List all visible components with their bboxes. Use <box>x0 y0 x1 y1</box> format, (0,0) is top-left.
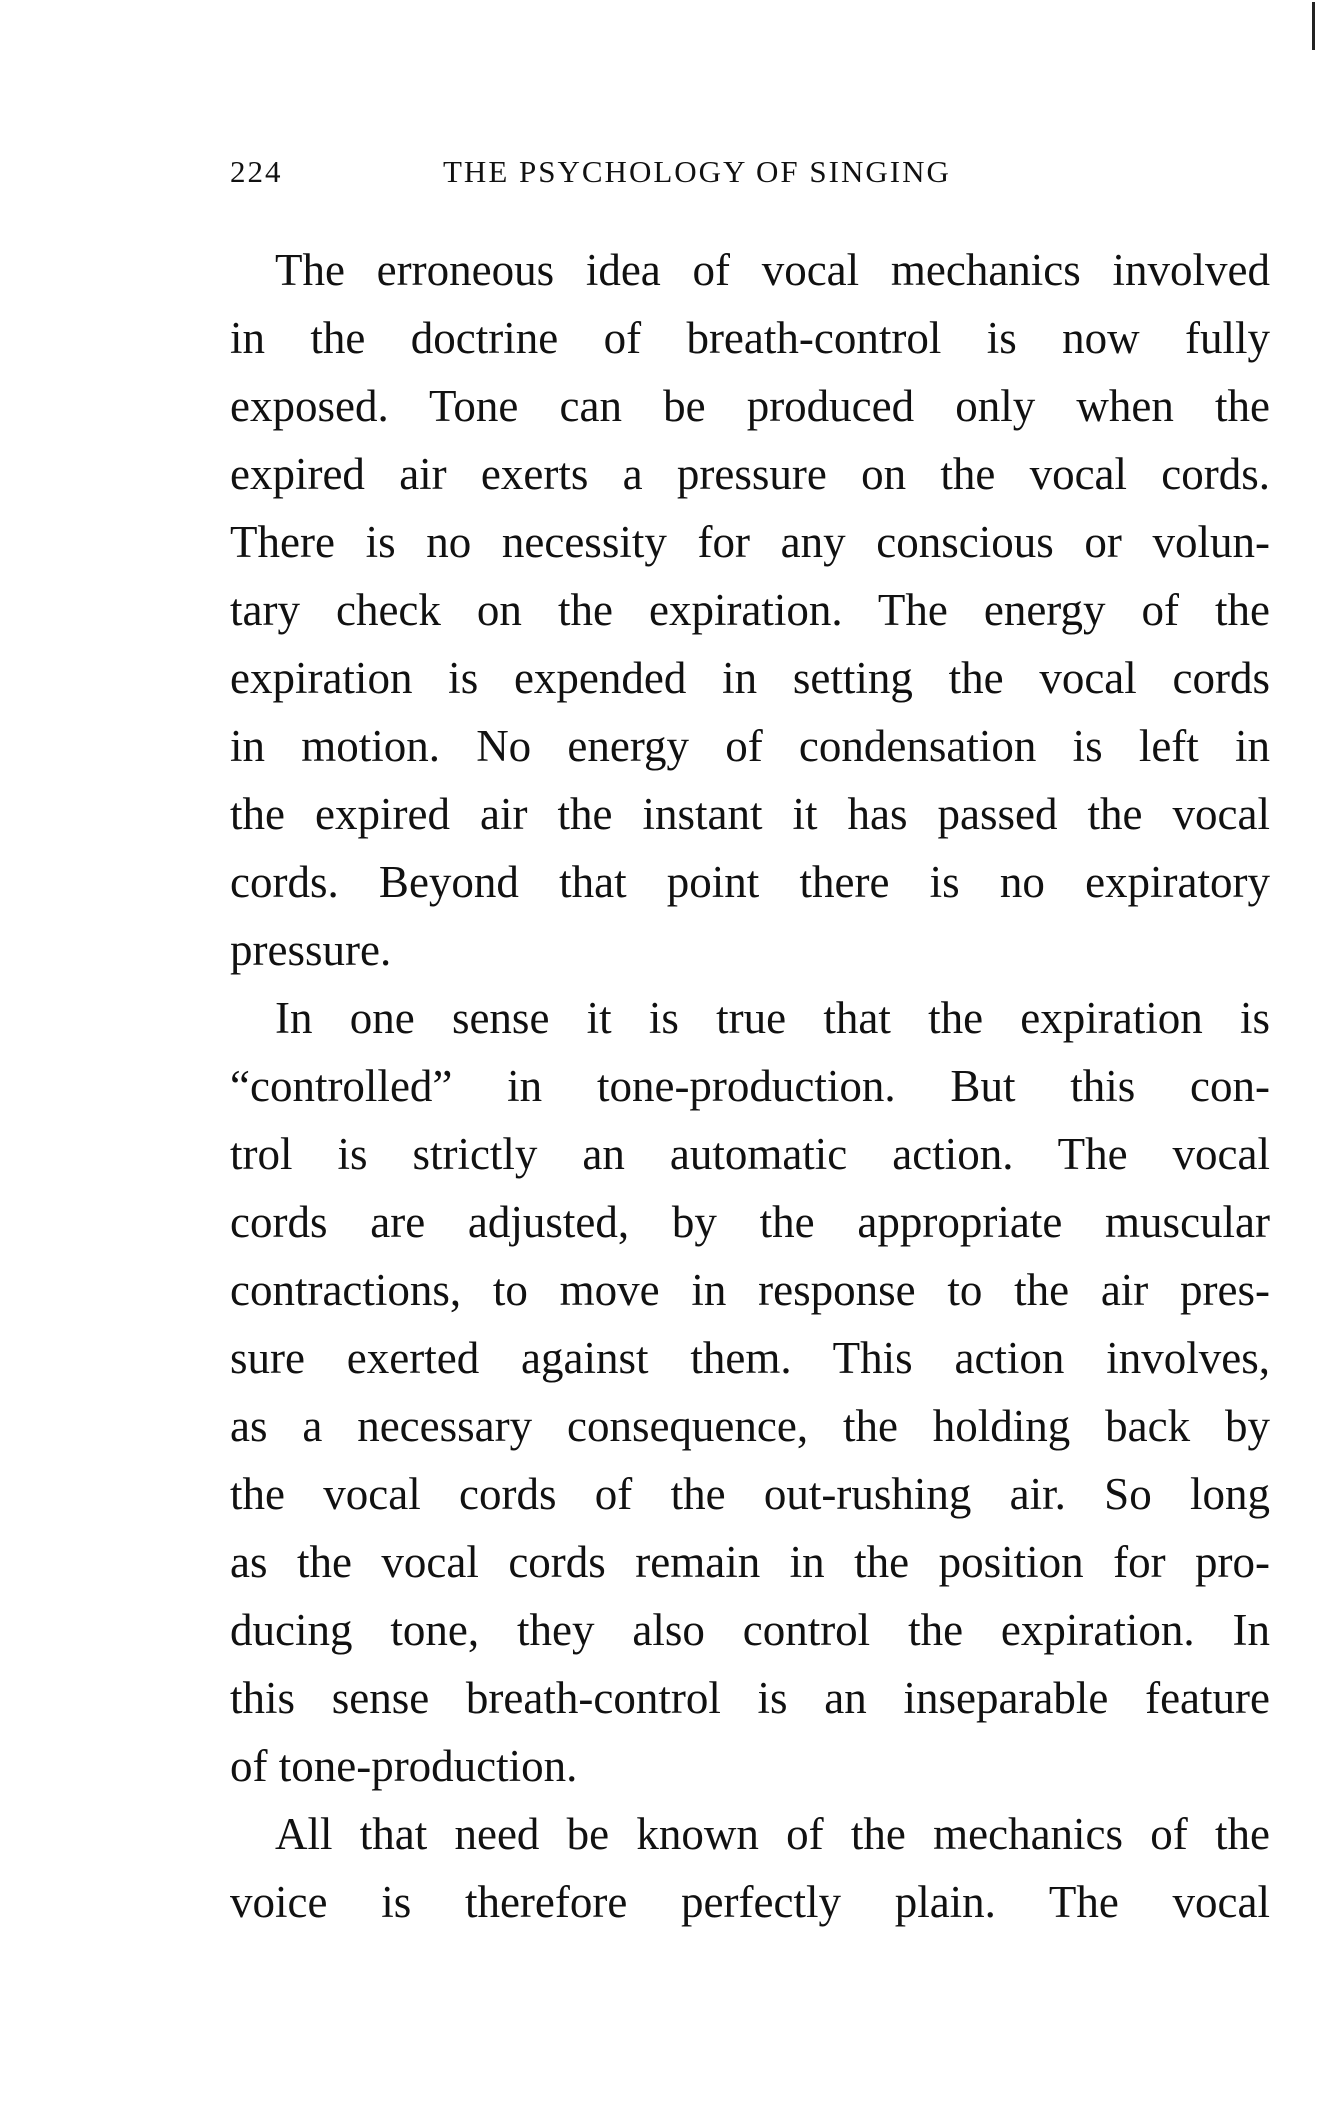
text-line: in the doctrine of breath-control is now fully <box>230 313 1270 363</box>
text-line: exposed. Tone can be produced only when the <box>230 381 1270 431</box>
text-line: “controlled” in tone-production. But this con- <box>230 1061 1270 1111</box>
paragraph <box>230 984 1270 1800</box>
body-text <box>230 236 1270 1936</box>
text-line: as the vocal cords remain in the position for pro- <box>230 1537 1270 1587</box>
paragraph <box>230 236 1270 984</box>
text-line: as a necessary consequence, the holding back by <box>230 1401 1270 1451</box>
page-number: 224 <box>230 154 283 189</box>
running-head <box>230 154 1090 194</box>
text-line: this sense breath-control is an inseparable feature <box>230 1673 1270 1723</box>
text-line: ducing tone, they also control the expiration. In <box>230 1605 1270 1655</box>
running-title: THE PSYCHOLOGY OF SINGING <box>443 154 951 189</box>
text-line: in motion. No energy of condensation is left in <box>230 721 1270 771</box>
text-line: expiration is expended in setting the vocal cords <box>230 653 1270 703</box>
text-line: cords are adjusted, by the appropriate muscular <box>230 1197 1270 1247</box>
text-line: cords. Beyond that point there is no expiratory <box>230 857 1270 907</box>
text-line: expired air exerts a pressure on the vocal cords. <box>230 449 1270 499</box>
text-line: pressure. <box>230 925 392 975</box>
text-line: the vocal cords of the out-rushing air. So long <box>230 1469 1270 1519</box>
paragraph <box>230 1800 1270 1936</box>
text-line: voice is therefore perfectly plain. The vocal <box>230 1877 1270 1927</box>
text-line: of tone-production. <box>230 1741 578 1791</box>
text-line: The erroneous idea of vocal mechanics involved <box>275 245 1270 295</box>
text-line: All that need be known of the mechanics of the <box>275 1809 1270 1859</box>
text-line: contractions, to move in response to the air pres- <box>230 1265 1270 1315</box>
text-line: the expired air the instant it has passed the vocal <box>230 789 1270 839</box>
text-line: tary check on the expiration. The energy of the <box>230 585 1270 635</box>
text-line: In one sense it is true that the expiration is <box>275 993 1270 1043</box>
text-line: sure exerted against them. This action involves, <box>230 1333 1270 1383</box>
text-line: trol is strictly an automatic action. The vocal <box>230 1129 1270 1179</box>
page-edge-mark <box>1312 2 1315 50</box>
text-line: There is no necessity for any conscious or volun- <box>230 517 1270 567</box>
